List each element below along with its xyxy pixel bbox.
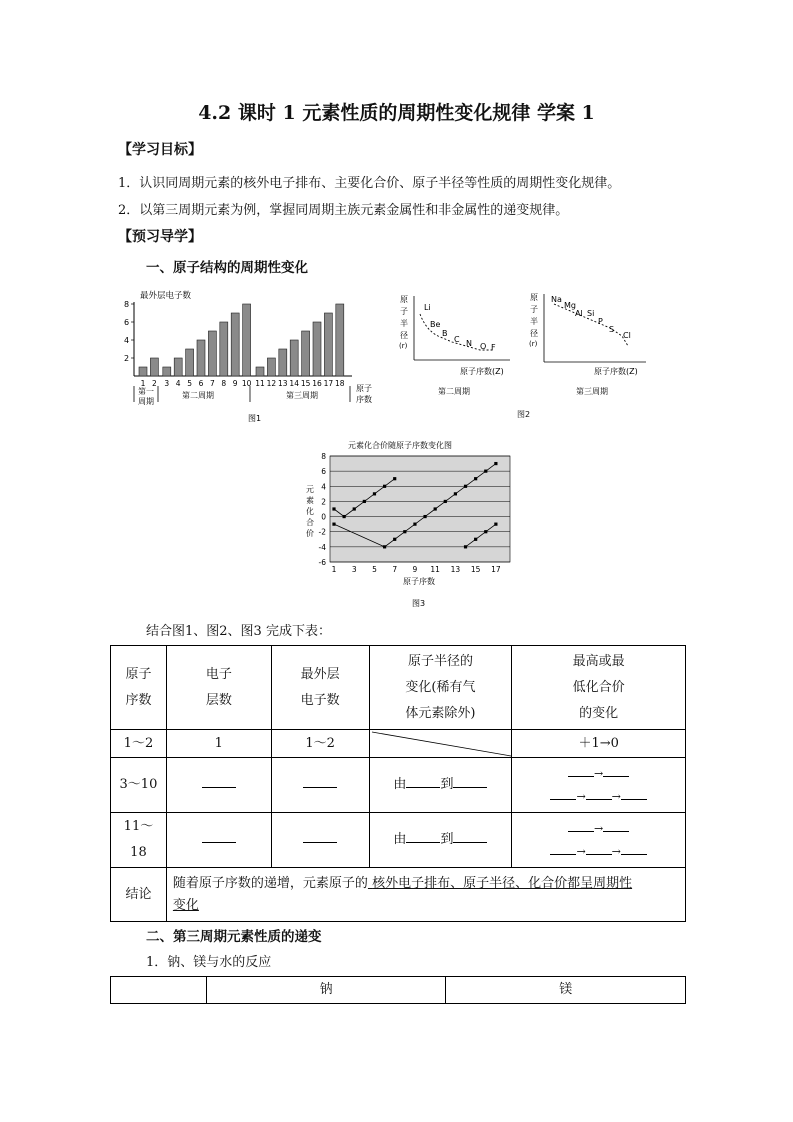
fig3-point bbox=[464, 485, 467, 488]
fig3-plot-area bbox=[330, 456, 510, 562]
fig3-point bbox=[484, 530, 487, 533]
fig3-xtick: 13 bbox=[450, 565, 461, 574]
fig3-point bbox=[484, 470, 487, 473]
fig3-ylabel-2: 素 bbox=[306, 496, 314, 505]
cell-radius[interactable]: 由 到 bbox=[369, 813, 512, 868]
fig1-xtick: 11 bbox=[255, 379, 265, 388]
cell-num: 1～2 bbox=[111, 730, 167, 758]
header-cell: 最高或最 低化合价 的变化 bbox=[512, 646, 686, 730]
section-item: 1．钠、镁与水的反应 bbox=[146, 955, 272, 970]
table-header-row bbox=[111, 646, 686, 730]
fig2l-caption: 第二周期 bbox=[438, 387, 470, 396]
fig1-period-2: 第二周期 bbox=[182, 391, 214, 400]
fig3-ytick: -4 bbox=[318, 542, 326, 552]
cell-valence: ＋1→0 bbox=[512, 730, 686, 758]
fig1-bar bbox=[163, 367, 171, 376]
fig1-xtick: 2 bbox=[152, 379, 157, 388]
fig1-bar bbox=[139, 367, 147, 376]
fig1-xtick: 17 bbox=[323, 379, 334, 388]
fill-blank[interactable] bbox=[568, 762, 594, 777]
fig2r-ylabel-3: 半 bbox=[530, 317, 538, 326]
fig3-xtick: 7 bbox=[392, 565, 398, 574]
conclusion-cell: 随着原子序数的递增，元素原子的 核外电子排布、原子半径、化合价都呈周期性 变化 bbox=[166, 868, 685, 922]
cell-radius[interactable]: 由 到 bbox=[369, 758, 512, 813]
fill-blank[interactable] bbox=[406, 773, 440, 788]
fill-blank[interactable] bbox=[586, 785, 612, 800]
fig3-point bbox=[353, 507, 356, 510]
fig1-xtick: 15 bbox=[300, 379, 311, 388]
fig1-bar bbox=[302, 331, 310, 376]
fig3-xtick: 3 bbox=[351, 565, 357, 574]
fig1-xtick: 7 bbox=[210, 379, 215, 388]
fig2l-xlabel: 原子序数(Z) bbox=[460, 367, 504, 376]
fill-blank[interactable] bbox=[586, 840, 612, 855]
cell-valence[interactable]: → → → bbox=[512, 758, 686, 813]
header-cell: 原子半径的 变化(稀有气 体元素除外) bbox=[369, 646, 512, 730]
fig1-xtick: 18 bbox=[335, 379, 345, 388]
fig1-period-3: 第三周期 bbox=[286, 391, 318, 400]
fig3-point bbox=[332, 507, 335, 510]
fig2r-ylabel-1: 原 bbox=[530, 293, 538, 302]
fig1-bar bbox=[231, 313, 239, 376]
fig2r-element-1: Mg bbox=[564, 301, 576, 310]
fig3-point bbox=[474, 538, 477, 541]
fig3-point bbox=[464, 545, 467, 548]
table-header-row bbox=[111, 977, 686, 1004]
fig2l-element-3: C bbox=[454, 335, 460, 344]
col-magnesium: 镁 bbox=[446, 977, 686, 1004]
fig1-bar bbox=[197, 340, 205, 376]
fig2-caption: 图2 bbox=[517, 410, 531, 419]
fig1-bar bbox=[243, 304, 251, 376]
fill-blank[interactable] bbox=[621, 785, 647, 800]
fig3-ytick: 4 bbox=[321, 482, 326, 492]
fill-blank[interactable] bbox=[202, 828, 236, 843]
fig1-xtick: 1 bbox=[140, 379, 146, 388]
fig3-ylabel-3: 化 bbox=[306, 507, 314, 516]
section-heading-1: 一、原子结构的周期性变化 bbox=[146, 260, 308, 276]
fig3-xlabel: 原子序数 bbox=[403, 577, 435, 586]
fig1-bar bbox=[150, 358, 158, 376]
conclusion-row bbox=[111, 868, 686, 922]
fig3-ylabel-1: 元 bbox=[306, 485, 314, 494]
cell-radius-na bbox=[369, 730, 512, 758]
goal-item-2: 2．以第三周期元素为例，掌握同周期主族元素金属性和非金属性的递变规律。 bbox=[118, 203, 569, 218]
header-cell: 原子 序数 bbox=[111, 646, 167, 730]
diagonal-line bbox=[370, 730, 513, 758]
fig2r-element-5: S bbox=[609, 325, 615, 334]
fill-blank[interactable] bbox=[202, 773, 236, 788]
fig3-ylabel-4: 合 bbox=[306, 518, 314, 527]
fig3-xtick: 5 bbox=[372, 565, 377, 574]
fig2r-ylabel-4: 径 bbox=[530, 329, 538, 338]
fig2l-ylabel-4: 径 bbox=[400, 331, 408, 340]
fig1-xtick: 13 bbox=[278, 379, 288, 388]
header-cell: 电子 层数 bbox=[166, 646, 271, 730]
fig3-xtick: 17 bbox=[491, 565, 501, 574]
fig2r-caption: 第三周期 bbox=[576, 387, 608, 396]
figure-3 bbox=[300, 436, 530, 608]
figure-2-right bbox=[524, 290, 654, 402]
fig1-caption: 图1 bbox=[248, 414, 262, 423]
fig1-bar bbox=[267, 358, 275, 376]
fill-blank[interactable] bbox=[453, 828, 487, 843]
table-intro: 结合图1、图2、图3 完成下表： bbox=[146, 624, 331, 639]
fig1-xtick: 9 bbox=[232, 379, 238, 388]
cell-outer: 1～2 bbox=[271, 730, 369, 758]
fill-blank[interactable] bbox=[568, 817, 594, 832]
fig3-point bbox=[494, 462, 497, 465]
fig2l-element-5: O bbox=[480, 342, 487, 351]
fig3-point bbox=[413, 523, 416, 526]
fig2l-element-6: F bbox=[491, 343, 496, 352]
cell-valence[interactable]: → → → bbox=[512, 813, 686, 868]
goals-heading: 【学习目标】 bbox=[118, 142, 202, 158]
table-row bbox=[111, 813, 686, 868]
fig1-bar bbox=[290, 340, 298, 376]
fig1-bar bbox=[256, 367, 264, 376]
reaction-table bbox=[110, 976, 686, 1004]
fig2r-element-2: Al bbox=[575, 309, 583, 318]
fig2l-ylabel-2: 子 bbox=[400, 307, 408, 316]
fig1-bar bbox=[208, 331, 216, 376]
fig3-xtick: 15 bbox=[470, 565, 481, 574]
fig1-period-1a: 第一 bbox=[138, 387, 154, 396]
fig2l-element-4: N bbox=[466, 339, 472, 348]
fig1-bar bbox=[279, 349, 287, 376]
fig3-point bbox=[332, 523, 335, 526]
fig3-ytick: 8 bbox=[321, 452, 326, 461]
col-sodium: 钠 bbox=[206, 977, 446, 1004]
fig2r-element-0: Na bbox=[551, 295, 562, 304]
cell-outer-blank[interactable] bbox=[271, 758, 369, 813]
fig3-point bbox=[474, 477, 477, 480]
fig2r-element-4: P bbox=[598, 317, 603, 326]
fill-blank[interactable] bbox=[303, 773, 337, 788]
cell-layers-blank[interactable] bbox=[166, 813, 271, 868]
fill-blank[interactable] bbox=[550, 840, 576, 855]
fig3-point bbox=[423, 515, 426, 518]
fill-blank[interactable] bbox=[550, 785, 576, 800]
fig2l-ylabel-5: (r) bbox=[399, 342, 408, 350]
fig3-point bbox=[434, 507, 437, 510]
fig3-title: 元素化合价随原子序数变化图 bbox=[348, 441, 452, 450]
fig1-bar bbox=[174, 358, 182, 376]
page-title: 4.2 课时 1 元素性质的周期性变化规律 学案 1 bbox=[198, 102, 595, 124]
fig1-xtick: 10 bbox=[241, 379, 252, 388]
fig3-point bbox=[363, 500, 366, 503]
fig1-ytick: 8 bbox=[124, 300, 130, 309]
fig3-xtick: 9 bbox=[412, 565, 418, 574]
fig1-ylabel: 最外层电子数 bbox=[140, 291, 192, 301]
fig1-xaxis-label-b: 序数 bbox=[356, 395, 372, 404]
fig3-ytick: 6 bbox=[321, 467, 326, 477]
structure-table bbox=[110, 645, 686, 922]
fill-blank[interactable] bbox=[603, 817, 629, 832]
fill-blank[interactable] bbox=[406, 828, 440, 843]
cell-layers: 1 bbox=[166, 730, 271, 758]
fig1-xtick: 5 bbox=[187, 379, 192, 388]
fig3-point bbox=[494, 523, 497, 526]
fig2r-ylabel-5: (r) bbox=[529, 340, 538, 348]
cell-num: 11～ 18 bbox=[111, 813, 167, 868]
fig3-point bbox=[383, 545, 386, 548]
fig1-bar bbox=[324, 313, 332, 376]
fig2r-ylabel-2: 子 bbox=[530, 305, 538, 314]
fig1-xtick: 8 bbox=[221, 379, 227, 388]
cell-outer-blank[interactable] bbox=[271, 813, 369, 868]
fig1-period-1b: 周期 bbox=[138, 397, 154, 406]
cell-layers-blank[interactable] bbox=[166, 758, 271, 813]
conclusion-fill: 核外电子排布、原子半径、化合价都呈周期性 bbox=[372, 875, 633, 891]
fig1-xtick: 4 bbox=[175, 379, 181, 388]
fig3-ylabel-5: 价 bbox=[306, 529, 314, 538]
fig1-xtick: 12 bbox=[266, 379, 277, 388]
fig3-ytick: -2 bbox=[318, 527, 326, 537]
fig3-point bbox=[444, 500, 447, 503]
fig2l-element-2: B bbox=[442, 329, 448, 338]
fig1-xaxis-label-a: 原子 bbox=[356, 384, 372, 393]
fig1-ytick: 6 bbox=[124, 318, 130, 327]
fig3-ytick: 0 bbox=[321, 512, 326, 522]
fig1-bar bbox=[336, 304, 344, 376]
fig2r-element-6: Cl bbox=[623, 331, 631, 340]
table-row bbox=[111, 730, 686, 758]
fig1-xtick: 6 bbox=[198, 379, 204, 388]
section-heading-2: 二、第三周期元素性质的递变 bbox=[146, 929, 322, 945]
fig1-xtick: 3 bbox=[164, 379, 170, 388]
fig1-bar bbox=[220, 322, 228, 376]
empty-cell bbox=[111, 977, 207, 1004]
fig3-point bbox=[454, 492, 457, 495]
fig1-xtick: 16 bbox=[312, 379, 322, 388]
fig2l-element-1: Be bbox=[430, 320, 441, 329]
fill-blank[interactable] bbox=[303, 828, 337, 843]
fig3-xtick: 11 bbox=[430, 565, 440, 574]
header-cell: 最外层 电子数 bbox=[271, 646, 369, 730]
fill-blank[interactable] bbox=[621, 840, 647, 855]
fig3-xtick: 1 bbox=[331, 565, 337, 574]
conclusion-fill: 变化 bbox=[172, 897, 199, 913]
fig1-bar bbox=[313, 322, 321, 376]
fill-blank[interactable] bbox=[603, 762, 629, 777]
fig3-caption: 图3 bbox=[412, 599, 426, 608]
fig1-ytick: 4 bbox=[124, 336, 130, 345]
fig2r-xlabel: 原子序数(Z) bbox=[594, 367, 638, 376]
fig2l-ylabel-1: 原 bbox=[400, 295, 408, 304]
fig2l-ylabel-3: 半 bbox=[400, 319, 408, 328]
fig3-point bbox=[383, 485, 386, 488]
fig1-ytick: 2 bbox=[124, 354, 130, 363]
goal-item-1: 1．认识同周期元素的核外电子排布、主要化合价、原子半径等性质的周期性变化规律。 bbox=[118, 176, 621, 191]
preview-heading: 【预习导学】 bbox=[118, 229, 202, 245]
fig3-point bbox=[393, 538, 396, 541]
fig3-point bbox=[393, 477, 396, 480]
fig3-ytick: -6 bbox=[318, 558, 326, 567]
figure-2-left bbox=[394, 292, 524, 408]
fig1-xtick: 14 bbox=[289, 379, 299, 388]
fig3-ytick: 2 bbox=[321, 497, 326, 507]
fig2r-element-3: Si bbox=[587, 309, 595, 318]
cell-num: 3～10 bbox=[111, 758, 167, 813]
conclusion-label: 结论 bbox=[111, 868, 167, 922]
figure-1 bbox=[118, 284, 390, 424]
fig3-point bbox=[403, 530, 406, 533]
table-row bbox=[111, 758, 686, 813]
fill-blank[interactable] bbox=[453, 773, 487, 788]
fig1-bar bbox=[186, 349, 194, 376]
fig3-point bbox=[343, 515, 346, 518]
fig2l-element-0: Li bbox=[424, 303, 431, 312]
fig3-point bbox=[373, 492, 376, 495]
